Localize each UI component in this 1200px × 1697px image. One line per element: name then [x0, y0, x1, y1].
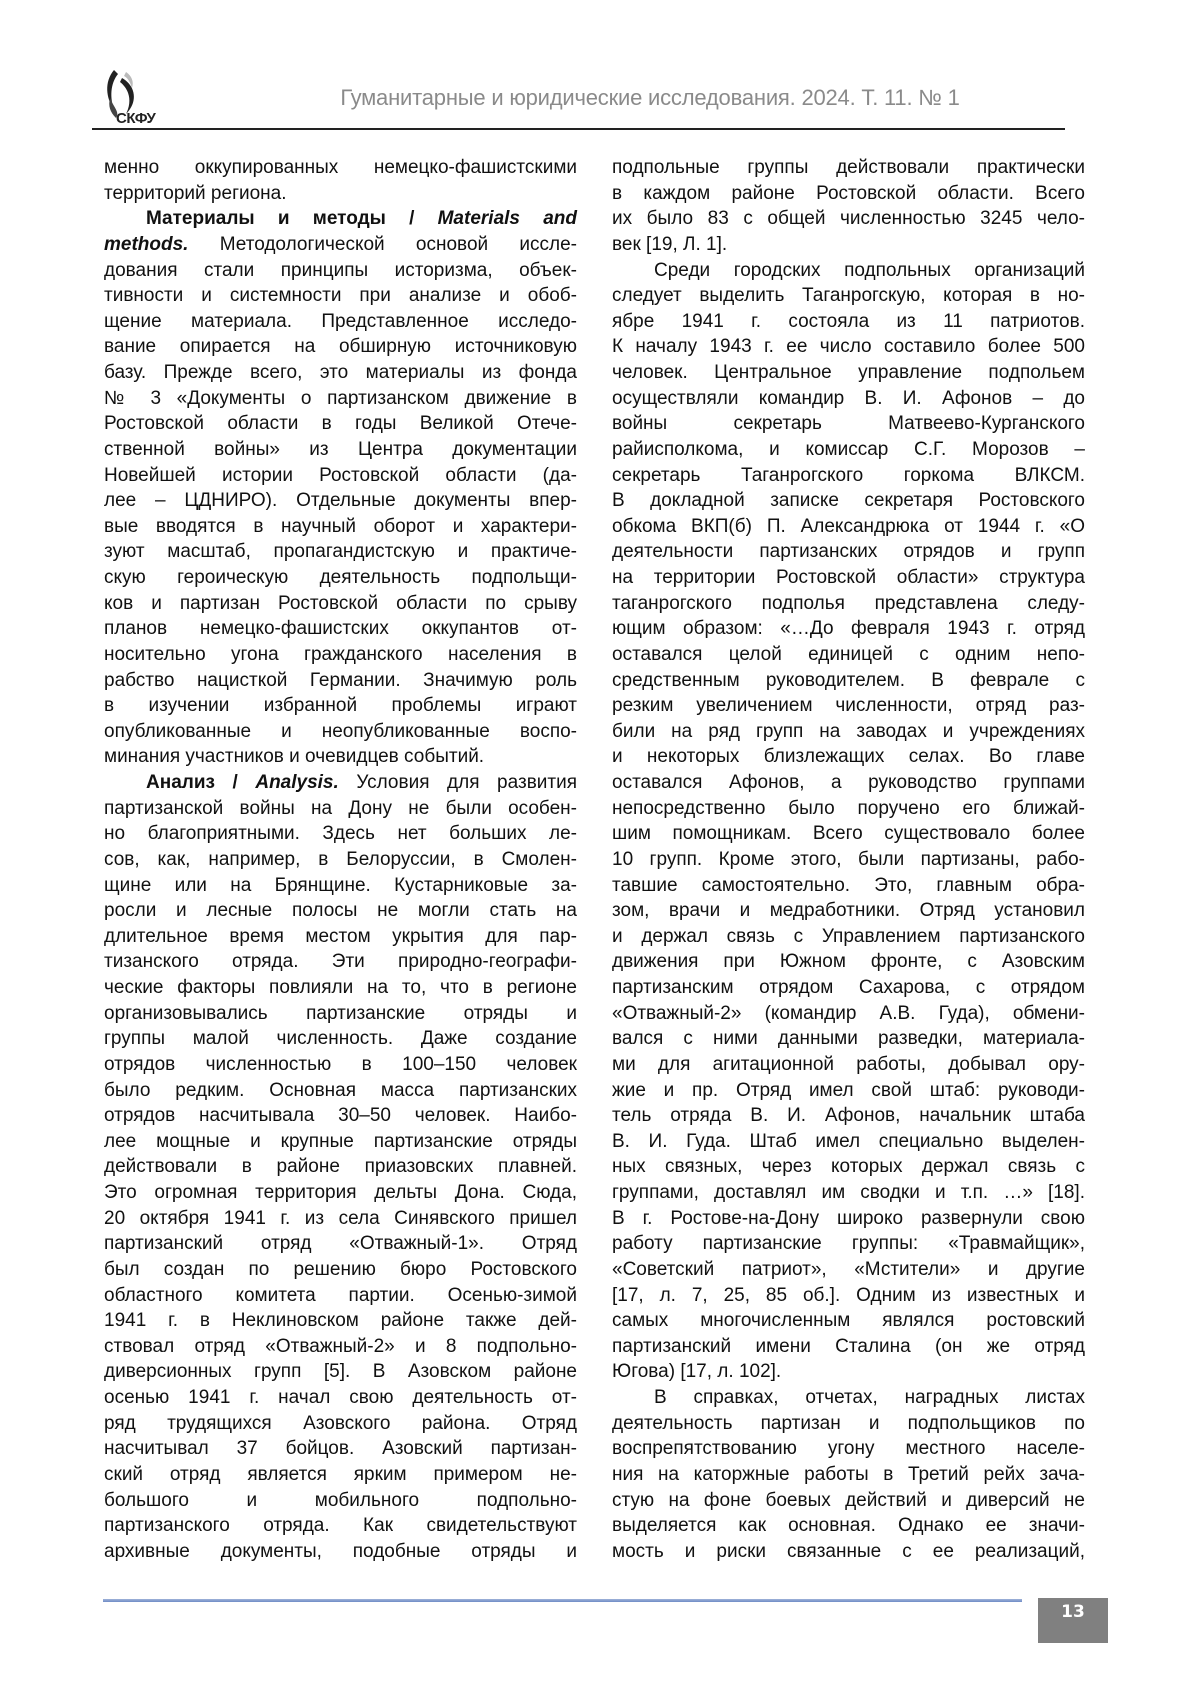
text-line [104, 873, 577, 899]
body-text: росли и лесные полосы не могли стать на [104, 900, 577, 921]
body-text: резким увеличением численности, отряд раз- [612, 695, 1085, 716]
body-text: зом, врачи и медработники. Отряд установил [612, 900, 1085, 921]
body-text: оставался Афонов, а руководство группами [612, 772, 1085, 793]
body-text: выделяется как основная. Однако ее значи- [612, 1515, 1085, 1536]
text-line [104, 514, 577, 540]
text-line [104, 1026, 577, 1052]
text-line [104, 616, 577, 642]
text-line [612, 514, 1085, 540]
text-line [612, 1411, 1085, 1437]
text-line [612, 360, 1085, 386]
text-line [104, 744, 577, 770]
text-line [612, 1078, 1085, 1104]
text-line [612, 1462, 1085, 1488]
text-line [104, 796, 577, 822]
body-text: Югова) [17, л. 102]. [612, 1361, 781, 1382]
text-line [104, 949, 577, 975]
body-text: подпольные группы действовали практически [612, 157, 1085, 178]
text-line [612, 1513, 1085, 1539]
text-line [104, 232, 577, 258]
text-line [612, 1539, 1085, 1565]
body-text: ческие факторы повлияли на то, что в регионе [104, 977, 577, 998]
text-line [104, 975, 577, 1001]
text-line [612, 1385, 1085, 1411]
body-text: и некоторых близлежащих селах. Во главе [612, 746, 1085, 767]
text-line [612, 591, 1085, 617]
body-text: «Отважный-2» (командир А.В. Гуда), обмени- [612, 1003, 1085, 1024]
body-text: мость и риски связанные с ее реализаций, [612, 1541, 1085, 1562]
text-line [612, 463, 1085, 489]
text-line [612, 1257, 1085, 1283]
body-text: насчитывал 37 бойцов. Азовский партизан- [104, 1438, 577, 1459]
body-text: носительно угона гражданского населения в [104, 644, 577, 665]
body-text: средственным руководителем. В феврале с [612, 670, 1085, 691]
text-line [104, 642, 577, 668]
text-line [612, 1359, 1085, 1385]
body-text: № 3 «Документы о партизанском движение в [104, 388, 577, 409]
body-text: движения при Южном фронте, с Азовским [612, 951, 1085, 972]
body-text: [17, л. 7, 25, 85 об.]. Одним из известных и [612, 1285, 1085, 1306]
text-line [104, 719, 577, 745]
text-line [104, 1257, 577, 1283]
body-text: обкома ВКП(б) П. Александрюка от 1944 г. «О [612, 516, 1085, 537]
body-text: был создан по решению бюро Ростовского [104, 1259, 577, 1280]
body-text: партизанского отряда. Как свидетельствуют [104, 1515, 577, 1536]
body-text: 1941 г. в Неклиновском районе также дей- [104, 1310, 577, 1331]
body-text: Методологической основой иссле- [188, 234, 577, 255]
body-text: щине или на Брянщине. Кустарниковые за- [104, 875, 577, 896]
text-line [104, 1206, 577, 1232]
body-text: сов, как, например, в Белоруссии, в Смолен- [104, 849, 577, 870]
body-text: архивные документы, подобные отряды и [104, 1541, 577, 1562]
body-text: осенью 1941 г. начал свою деятельность от- [104, 1387, 577, 1408]
text-line [612, 539, 1085, 565]
body-text: опубликованные и неопубликованные воспо- [104, 721, 577, 742]
body-text: тель отряда В. И. Афонов, начальник штаба [612, 1105, 1085, 1126]
text-line [104, 437, 577, 463]
body-text: но благоприятными. Здесь нет больших ле- [104, 823, 577, 844]
body-text: областного комитета партии. Осенью-зимой [104, 1285, 577, 1306]
text-line [104, 591, 577, 617]
text-line [104, 924, 577, 950]
text-line [104, 1129, 577, 1155]
body-text: Новейшей истории Ростовской области (да- [104, 465, 577, 486]
text-line [104, 1334, 577, 1360]
body-text: В докладной записке секретаря Ростовского [612, 490, 1085, 511]
section-heading: Анализ / [146, 772, 255, 793]
body-text: тивности и системности при анализе и обоб- [104, 285, 577, 306]
text-line [104, 1308, 577, 1334]
body-text: и держал связь с Управлением партизанского [612, 926, 1085, 947]
body-text: рабство нацисткой Германии. Значимую роль [104, 670, 577, 691]
body-text: деятельности партизанских отрядов и групп [612, 541, 1085, 562]
body-text: отрядов численностью в 100–150 человек [104, 1054, 577, 1075]
text-line [104, 360, 577, 386]
body-text: партизанский имени Сталина (он же отряд [612, 1336, 1085, 1357]
body-text: вые вводятся в научный оборот и характери- [104, 516, 577, 537]
text-line [104, 1103, 577, 1129]
text-line [104, 206, 577, 232]
text-line [612, 565, 1085, 591]
body-text: ющим образом: «…До февраля 1943 г. отряд [612, 618, 1085, 639]
body-text: шим помощникам. Всего существовало более [612, 823, 1085, 844]
body-text: дования стали принципы историзма, объек- [104, 260, 577, 281]
body-text: таганрогского подполья представлена следу- [612, 593, 1085, 614]
text-line [612, 334, 1085, 360]
text-line [612, 873, 1085, 899]
text-line [612, 693, 1085, 719]
text-line [612, 616, 1085, 642]
body-text: группы малой численность. Даже создание [104, 1028, 577, 1049]
body-text: Это огромная территория дельты Дона. Сюда, [104, 1182, 577, 1203]
body-text: непосредственно было поручено его ближай- [612, 798, 1085, 819]
text-line [612, 206, 1085, 232]
body-text: партизанским отрядом Сахарова, с отрядом [612, 977, 1085, 998]
body-text: В г. Ростове-на-Дону широко развернули свою [612, 1208, 1085, 1229]
text-line [104, 1436, 577, 1462]
section-heading: Analysis. [255, 772, 338, 793]
text-line [612, 1154, 1085, 1180]
body-text: в каждом районе Ростовской области. Всего [612, 183, 1085, 204]
body-text: группами, доставлял им сводки и т.п. …» [18]. [612, 1182, 1085, 1203]
text-line [612, 1001, 1085, 1027]
text-line [104, 898, 577, 924]
text-line [104, 155, 577, 181]
page-number-box [1038, 1598, 1108, 1643]
text-line [104, 386, 577, 412]
body-text: вался с ними данными разведки, материала- [612, 1028, 1085, 1049]
text-line [612, 668, 1085, 694]
text-line [104, 309, 577, 335]
section-heading: Materials and [438, 208, 577, 229]
text-line [104, 693, 577, 719]
text-line [104, 1283, 577, 1309]
text-line [612, 796, 1085, 822]
body-text: били на ряд групп на заводах и учреждениях [612, 721, 1085, 742]
text-line [104, 181, 577, 207]
body-text: ния на каторжные работы в Третий рейх зача- [612, 1464, 1085, 1485]
body-text: Условия для развития [339, 772, 577, 793]
body-text: райисполкома, и комиссар С.Г. Морозов – [612, 439, 1085, 460]
body-text: осуществляли командир В. И. Афонов – до [612, 388, 1085, 409]
body-text: ябре 1941 г. состояла из 11 патриотов. [612, 311, 1085, 332]
body-text: Среди городских подпольных организаций [654, 260, 1085, 281]
footer-divider [103, 1599, 1022, 1602]
text-line [612, 975, 1085, 1001]
text-line [104, 283, 577, 309]
section-heading: Материалы и методы [146, 208, 386, 229]
body-text: работу партизанские группы: «Травмайщик», [612, 1233, 1085, 1254]
body-text: В. И. Гуда. Штаб имел специально выделен- [612, 1131, 1085, 1152]
body-text: организовывались партизанские отряды и [104, 1003, 577, 1024]
header-divider [92, 128, 1065, 130]
text-line [612, 155, 1085, 181]
page-number: 13 [1038, 1602, 1108, 1622]
text-line [612, 1206, 1085, 1232]
body-text: диверсионных групп [5]. В Азовском районе [104, 1361, 577, 1382]
text-line [612, 1231, 1085, 1257]
text-line [612, 642, 1085, 668]
body-text: К началу 1943 г. ее число составило более 500 [612, 336, 1085, 357]
text-line [612, 1334, 1085, 1360]
text-line [104, 847, 577, 873]
body-text: минания участников и очевидцев событий. [104, 746, 484, 767]
body-text: зуют масштаб, пропагандистскую и практиче- [104, 541, 577, 562]
body-text: длительное время местом укрытия для пар- [104, 926, 577, 947]
text-line [612, 744, 1085, 770]
body-text: следует выделить Таганрогскую, которая в но- [612, 285, 1085, 306]
body-text: Ростовской области в годы Великой Отече- [104, 413, 577, 434]
text-line [104, 1231, 577, 1257]
text-line [612, 1129, 1085, 1155]
body-text: менно оккупированных немецко-фашистскими [104, 157, 577, 178]
text-line [104, 1154, 577, 1180]
body-text: воспрепятствованию угону местного населе- [612, 1438, 1085, 1459]
body-text: партизанской войны на Дону не были особен- [104, 798, 577, 819]
body-text: партизанский отряд «Отважный-1». Отряд [104, 1233, 577, 1254]
body-text: 10 групп. Кроме этого, были партизаны, рабо- [612, 849, 1085, 870]
text-line [104, 258, 577, 284]
body-text: было редким. Основная масса партизанских [104, 1080, 577, 1101]
body-text: их было 83 с общей численностью 3245 чело- [612, 208, 1085, 229]
body-text: в изучении избранной проблемы играют [104, 695, 577, 716]
body-text: на территории Ростовской области» структура [612, 567, 1085, 588]
text-line [612, 437, 1085, 463]
text-line [104, 411, 577, 437]
body-text: век [19, Л. 1]. [612, 234, 727, 255]
text-line [612, 1436, 1085, 1462]
text-line [612, 821, 1085, 847]
text-line [612, 386, 1085, 412]
text-line [104, 1411, 577, 1437]
body-text: стую на фоне боевых действий и диверсий не [612, 1490, 1085, 1511]
text-line [612, 924, 1085, 950]
body-text: 20 октября 1941 г. из села Синявского пришел [104, 1208, 577, 1229]
text-line [612, 1180, 1085, 1206]
body-text: планов немецко-фашистских оккупантов от- [104, 618, 577, 639]
body-text: скую героическую деятельность подпольщи- [104, 567, 577, 588]
text-line [612, 181, 1085, 207]
body-text: ский отряд является ярким примером не- [104, 1464, 577, 1485]
text-column-right [612, 155, 1085, 1564]
text-line [104, 770, 577, 796]
text-line [612, 232, 1085, 258]
logo-text: СКФУ [116, 110, 155, 127]
text-line [612, 1488, 1085, 1514]
body-text: секретарь Таганрогского горкома ВЛКСМ. [612, 465, 1085, 486]
text-line [612, 411, 1085, 437]
text-line [612, 898, 1085, 924]
body-text: оставался целой единицей с одним непо- [612, 644, 1085, 665]
body-text: базу. Прежде всего, это материалы из фонда [104, 362, 577, 383]
body-text: действовали в районе приазовских плавней. [104, 1156, 577, 1177]
body-text: ственной войны» из Центра документации [104, 439, 577, 460]
text-line [104, 539, 577, 565]
section-heading: / [386, 208, 438, 229]
body-text: вание опирается на обширную источниковую [104, 336, 577, 357]
body-text: войны секретарь Матвеево-Курганского [612, 413, 1085, 434]
text-line [104, 1180, 577, 1206]
text-line [104, 565, 577, 591]
journal-title: Гуманитарные и юридические исследования. 2024. Т. 11. № 1 [200, 85, 1100, 111]
text-line [104, 1513, 577, 1539]
text-line [612, 488, 1085, 514]
text-line [612, 283, 1085, 309]
text-line [612, 719, 1085, 745]
text-line [104, 668, 577, 694]
text-line [104, 1462, 577, 1488]
body-text: ствовал отряд «Отважный-2» и 8 подпольно- [104, 1336, 577, 1357]
text-line [612, 770, 1085, 796]
body-text: самых многочисленным являлся ростовский [612, 1310, 1085, 1331]
text-line [104, 1539, 577, 1565]
text-line [104, 1385, 577, 1411]
text-line [104, 1359, 577, 1385]
body-text: В справках, отчетах, наградных листах [654, 1387, 1085, 1408]
body-text: жие и пр. Отряд имел свой штаб: руководи- [612, 1080, 1085, 1101]
body-text: щение материала. Представленное исследо- [104, 311, 577, 332]
body-text: ми для агитационной работы, добывал ору- [612, 1054, 1085, 1075]
text-line [104, 1001, 577, 1027]
text-line [104, 1488, 577, 1514]
body-text: ных связных, через которых держал связь с [612, 1156, 1085, 1177]
body-text: территорий региона. [104, 183, 287, 204]
text-line [104, 1078, 577, 1104]
text-line [612, 1026, 1085, 1052]
text-line [612, 949, 1085, 975]
text-line [612, 847, 1085, 873]
text-line [104, 488, 577, 514]
body-text: ряд трудящихся Азовского района. Отряд [104, 1413, 577, 1434]
body-text: отрядов насчитывала 30–50 человек. Наибо- [104, 1105, 577, 1126]
body-text: деятельность партизан и подпольщиков по [612, 1413, 1085, 1434]
body-text: ков и партизан Ростовской области по срыву [104, 593, 577, 614]
text-line [104, 463, 577, 489]
text-line [612, 1103, 1085, 1129]
text-line [104, 1052, 577, 1078]
text-line [104, 821, 577, 847]
text-column-left [104, 155, 577, 1564]
text-line [104, 334, 577, 360]
text-line [612, 258, 1085, 284]
body-text: лее – ЦДНИРО). Отдельные документы впер- [104, 490, 577, 511]
body-text: большого и мобильного подпольно- [104, 1490, 577, 1511]
section-heading: methods. [104, 234, 188, 255]
body-text: человек. Центральное управление подпольем [612, 362, 1085, 383]
text-line [612, 309, 1085, 335]
text-line [612, 1052, 1085, 1078]
text-line [612, 1283, 1085, 1309]
text-line [612, 1308, 1085, 1334]
body-text: лее мощные и крупные партизанские отряды [104, 1131, 577, 1152]
body-text: «Советский патриот», «Мстители» и другие [612, 1259, 1085, 1280]
body-text: тизанского отряда. Эти природно-географи- [104, 951, 577, 972]
body-text: тавшие самостоятельно. Это, главным обра- [612, 875, 1085, 896]
